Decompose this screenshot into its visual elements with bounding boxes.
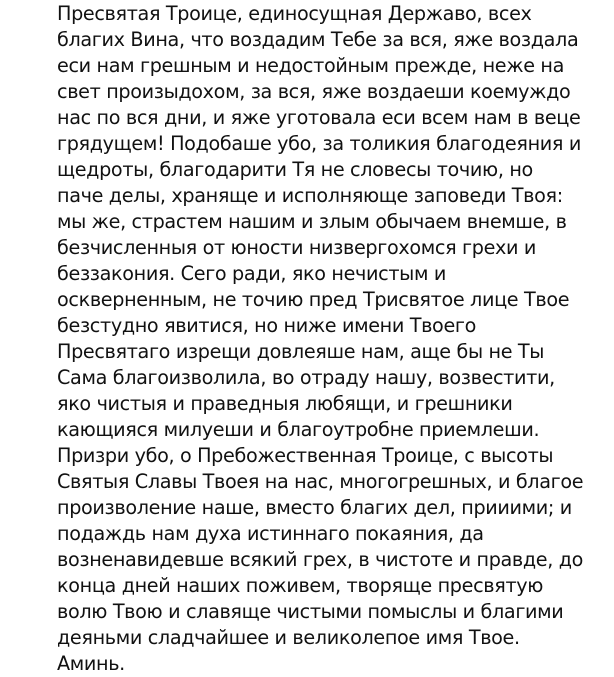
text-line: оскверненным, не точию пред Трисвятое лице Твое xyxy=(57,288,570,311)
text-line: кающияся милуеши и благоутробне приемлеши. xyxy=(57,418,540,441)
text-line: деяньми сладчайшее и великолепое имя Твое. xyxy=(57,626,520,649)
prayer-text xyxy=(57,1,614,677)
text-line: мы же, страстем нашим и злым обычаем внемше, в xyxy=(57,210,567,233)
text-line: еси нам грешным и недостойным прежде, неже на xyxy=(57,54,564,77)
text-line: Пресвятаго изрещи довлеяше нам, аще бы не Ты xyxy=(57,340,545,363)
text-line: паче делы, храняще и исполняюще заповеди Твоя: xyxy=(57,184,563,207)
text-line: Призри убо, о Пребожественная Троице, с высоты xyxy=(57,444,554,467)
text-line: подаждь нам духа истиннаго покаяния, да xyxy=(57,522,484,545)
text-line: щедроты, благодарити Тя не словесы точию, но xyxy=(57,158,533,181)
text-line: беззакония. Сего ради, яко нечистым и xyxy=(57,262,446,285)
text-line: благих Вина, что воздадим Тебе за вся, яже воздала xyxy=(57,28,579,51)
text-line: волю Твою и славяще чистыми помыслы и благими xyxy=(57,600,564,623)
text-line: Сама благоизволила, во отраду нашу, возвестити, xyxy=(57,366,555,389)
text-line: безчисленныя от юности низвергохомся грехи и xyxy=(57,236,537,259)
text-line: произволение наше, вместо благих дел, прииими; и xyxy=(57,496,572,519)
text-line: грядущем! Подобаше убо, за толикия благодеяния и xyxy=(57,132,581,155)
text-line: свет произыдохом, за вся, яже воздаеши коемуждо xyxy=(57,80,571,103)
text-line: безстудно явитися, но ниже имени Твоего xyxy=(57,314,477,337)
text-line: яко чистыя и праведныя любящи, и грешники xyxy=(57,392,513,415)
text-line: возненавидевше всякий грех, в чистоте и правде, до xyxy=(57,548,584,571)
text-line: Пресвятая Троице, единосущная Державо, всех xyxy=(57,2,532,25)
text-line: нас по вся дни, и яже уготовала еси всем нам в веце xyxy=(57,106,581,129)
text-line: Святыя Славы Твоея на нас, многогрешных, и благое xyxy=(57,470,584,493)
text-line: конца дней наших поживем, творяще пресвятую xyxy=(57,574,544,597)
text-line: Аминь. xyxy=(57,652,125,675)
